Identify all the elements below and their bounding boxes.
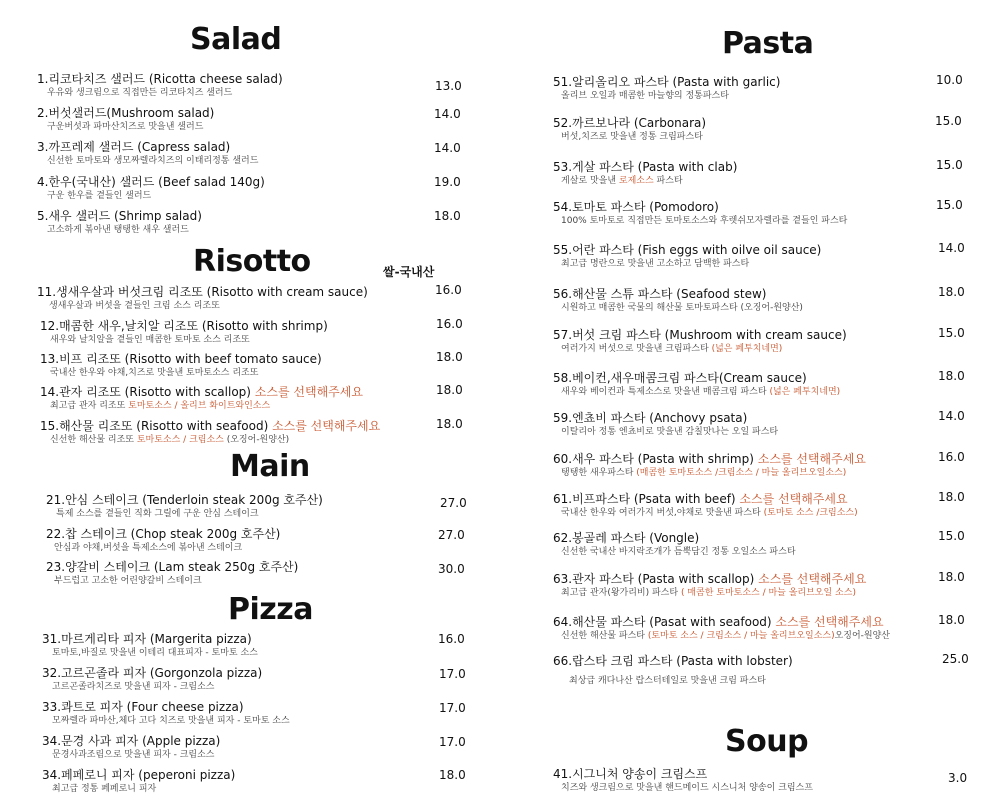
menu-price: 14.0 — [434, 141, 461, 155]
section-title-salad: Salad — [190, 22, 282, 57]
menu-item: 55.어란 파스타 (Fish eggs with oilve oil sauce) 최고급 명란으로 맛을낸 고소하고 담백한 파스타 14.0 — [553, 241, 965, 269]
menu-price: 10.0 — [936, 73, 963, 87]
menu-price: 14.0 — [938, 409, 965, 423]
menu-item: 4.한우(국내산) 샐러드 (Beef salad 140g) 구운 한우를 곁들인 샐러드 19.0 — [37, 175, 461, 201]
menu-item: 41.시그니처 양송이 크림스프 치즈와 생크림으로 맛을낸 핸드메이드 시스니처 양송이 크림스프 3.0 — [553, 767, 968, 793]
section-title-risotto: Risotto — [193, 244, 311, 279]
menu-price: 18.0 — [938, 613, 965, 627]
menu-item: 11.생새우살과 버섯크림 리조또 (Risotto with cream sauce) 생새우살과 버섯을 곁들인 크림 소스 리조또 16.0 — [37, 283, 462, 311]
menu-item: 14.관자 리조또 (Risotto with scallop) 소스를 선택해주세요 최고급 관자 리조또 토마토소스 / 올리브 화이트와인소스 18.0 — [40, 383, 463, 411]
menu-price: 14.0 — [434, 107, 461, 121]
menu-item: 64.해산물 파스타 (Pasat with seafood) 소스를 선택해주세요 신선한 해산물 파스타 (토마토 소스 / 크림소스 / 마늘 올리브오일소스)오징어-원양산 18.0 — [553, 613, 965, 641]
menu-price: 18.0 — [938, 369, 965, 383]
menu-item: 32.고르곤졸라 피자 (Gorgonzola pizza) 고르곤졸라치즈로 맛을낸 피자 - 크림소스 17.0 — [42, 666, 466, 692]
menu-price: 18.0 — [436, 417, 463, 431]
rice-origin-note: 쌀-국내산 — [383, 265, 435, 279]
menu-item: 58.베이컨,새우매콤크림 파스타(Cream sauce) 새우와 베이컨과 특제소스로 맛을낸 매콤크림 파스타 (넓은 페투치네면) 18.0 — [553, 369, 965, 397]
menu-price: 25.0 — [942, 652, 969, 666]
menu-price: 17.0 — [439, 735, 466, 749]
menu-price: 15.0 — [935, 114, 962, 128]
menu-item: 51.알리올리오 파스타 (Pasta with garlic) 올리브 오일과 매콤한 마늘향의 정통파스타 10.0 — [553, 73, 963, 101]
menu-item: 2.버섯샐러드(Mushroom salad) 구운버섯과 파마산치즈로 맛을낸 샐러드 14.0 — [37, 106, 461, 132]
menu-price: 18.0 — [938, 285, 965, 299]
menu-price: 15.0 — [936, 158, 963, 172]
menu-price: 18.0 — [436, 383, 463, 397]
menu-price: 17.0 — [439, 701, 466, 715]
menu-item: 33.콰트로 피자 (Four cheese pizza) 모짜렐라 파마산,체다 고다 치즈로 맛을낸 피자 - 토마토 소스 17.0 — [42, 700, 466, 726]
menu-item: 66.랍스타 크림 파스타 (Pasta with lobster) 최상급 캐다나산 랍스터테일로 맛을낸 크림 파스타 25.0 — [553, 652, 969, 686]
menu-item: 57.버섯 크림 파스타 (Mushroom with cream sauce) 여러가지 버섯으로 맛을낸 크림파스타 (넓은 페투치네면) 15.0 — [553, 326, 965, 354]
menu-item: 59.엔쵸비 파스타 (Anchovy psata) 이탈리아 정통 엔쵸비로 맛을낸 감칠맛나는 오일 파스타 14.0 — [553, 409, 965, 437]
menu-price: 3.0 — [948, 771, 968, 785]
menu-item: 54.토마토 파스타 (Pomodoro) 100% 토마토로 직접만든 토마토소스와 후렛쉬모자렐라를 곁들인 파스타 15.0 — [553, 198, 963, 226]
menu-item: 21.안심 스테이크 (Tenderloin steak 200g 호주산) 특제 소스를 곁들인 직화 그릴에 구운 안심 스테이크 27.0 — [46, 493, 467, 519]
menu-price: 27.0 — [440, 496, 467, 510]
section-title-soup: Soup — [725, 724, 809, 759]
menu-price: 30.0 — [438, 562, 465, 576]
menu-price: 18.0 — [439, 768, 466, 782]
section-title-main: Main — [230, 449, 310, 484]
menu-price: 15.0 — [938, 529, 965, 543]
menu-item: 13.비프 리조또 (Risotto with beef tomato sauce) 국내산 한우와 야채,치즈로 맛을낸 토마토소스 리조또 18.0 — [40, 350, 463, 378]
menu-price: 14.0 — [938, 241, 965, 255]
menu-item: 31.마르게리타 피자 (Margerita pizza) 토마토,바질로 맛을낸 이테리 대표피자 - 토마토 소스 16.0 — [42, 632, 465, 658]
menu-item: 5.새우 샐러드 (Shrimp salad) 고소하게 볶아낸 탱탱한 새우 샐러드 18.0 — [37, 209, 461, 235]
menu-item: 22.찹 스테이크 (Chop steak 200g 호주산) 안심과 야채,버섯을 특제소스에 볶아낸 스테이크 27.0 — [46, 527, 465, 553]
menu-item: 60.새우 파스타 (Pasta with shrimp) 소스를 선택해주세요 탱탱한 새우파스타 (매콤한 토마토소스 /크림소스 / 마늘 올리브오일소스) 16.0 — [553, 450, 965, 478]
menu-price: 18.0 — [434, 209, 461, 223]
menu-item: 53.게살 파스타 (Pasta with clab) 게살로 맛을낸 로제소스 파스타 15.0 — [553, 158, 963, 186]
menu-price: 13.0 — [435, 79, 462, 93]
menu-price: 18.0 — [938, 490, 965, 504]
menu-price: 18.0 — [938, 570, 965, 584]
menu-item: 15.해산물 리조또 (Risotto with seafood) 소스를 선택해주세요 신선한 해산물 리조또 토마토소스 / 크림소스 (오징어-원양산) 18.0 — [40, 417, 463, 445]
menu-item: 56.해산물 스튜 파스타 (Seafood stew) 시원하고 매콤한 국물의 해산물 토마토파스타 (오징어-원양산) 18.0 — [553, 285, 965, 313]
menu-item: 52.까르보나라 (Carbonara) 버섯,치즈로 맛을낸 정통 크림파스타 15.0 — [553, 114, 962, 142]
menu-item: 23.양갈비 스테이크 (Lam steak 250g 호주산) 부드럽고 고소한 어린양갈비 스테이크 30.0 — [46, 560, 465, 586]
menu-price: 27.0 — [438, 528, 465, 542]
menu-price: 16.0 — [938, 450, 965, 464]
menu-price: 18.0 — [436, 350, 463, 364]
menu-price: 16.0 — [436, 317, 463, 331]
menu-item: 34.페페로니 피자 (peperoni pizza) 최고급 정통 페페로니 피자 18.0 — [42, 768, 466, 794]
menu-price: 15.0 — [938, 326, 965, 340]
menu-item: 34.문경 사과 피자 (Apple pizza) 문경사과조림으로 맛을낸 피자 - 크림소스 17.0 — [42, 734, 466, 760]
section-title-pasta: Pasta — [722, 26, 814, 61]
menu-item: 12.매콤한 새우,날치알 리조또 (Risotto with shrimp) 새우와 날치알을 곁들인 매콤한 토마토 소스 리조또 16.0 — [40, 317, 463, 345]
menu-price: 16.0 — [438, 632, 465, 646]
section-title-pizza: Pizza — [228, 592, 313, 627]
menu-item: 61.비프파스타 (Psata with beef) 소스를 선택해주세요 국내산 한우와 여러가지 버섯,야채로 맛을낸 파스타 (토마토 소스 /크림소스) 18.0 — [553, 490, 965, 518]
menu-item: 63.관자 파스타 (Pasta with scallop) 소스를 선택해주세요 최고급 관자(왕가리비) 파스타 ( 매콤한 토마토소스 / 마늘 올리브오일 소스) 18.0 — [553, 570, 965, 598]
menu-price: 16.0 — [435, 283, 462, 297]
menu-price: 15.0 — [936, 198, 963, 212]
menu-price: 19.0 — [434, 175, 461, 189]
menu-price: 17.0 — [439, 667, 466, 681]
menu-item: 1.리코타치즈 샐러드 (Ricotta cheese salad) 우유와 생크림으로 직접만든 리코타치즈 샐러드 13.0 — [37, 72, 462, 98]
menu-item: 3.까프레제 샐러드 (Capress salad) 신선한 토마토와 생모짜렐라치즈의 이태리정통 샐러드 14.0 — [37, 140, 461, 166]
menu-item: 62.봉골레 파스타 (Vongle) 신선한 국내산 바지락조개가 듬뿍담긴 정통 오일소스 파스타 15.0 — [553, 529, 965, 557]
